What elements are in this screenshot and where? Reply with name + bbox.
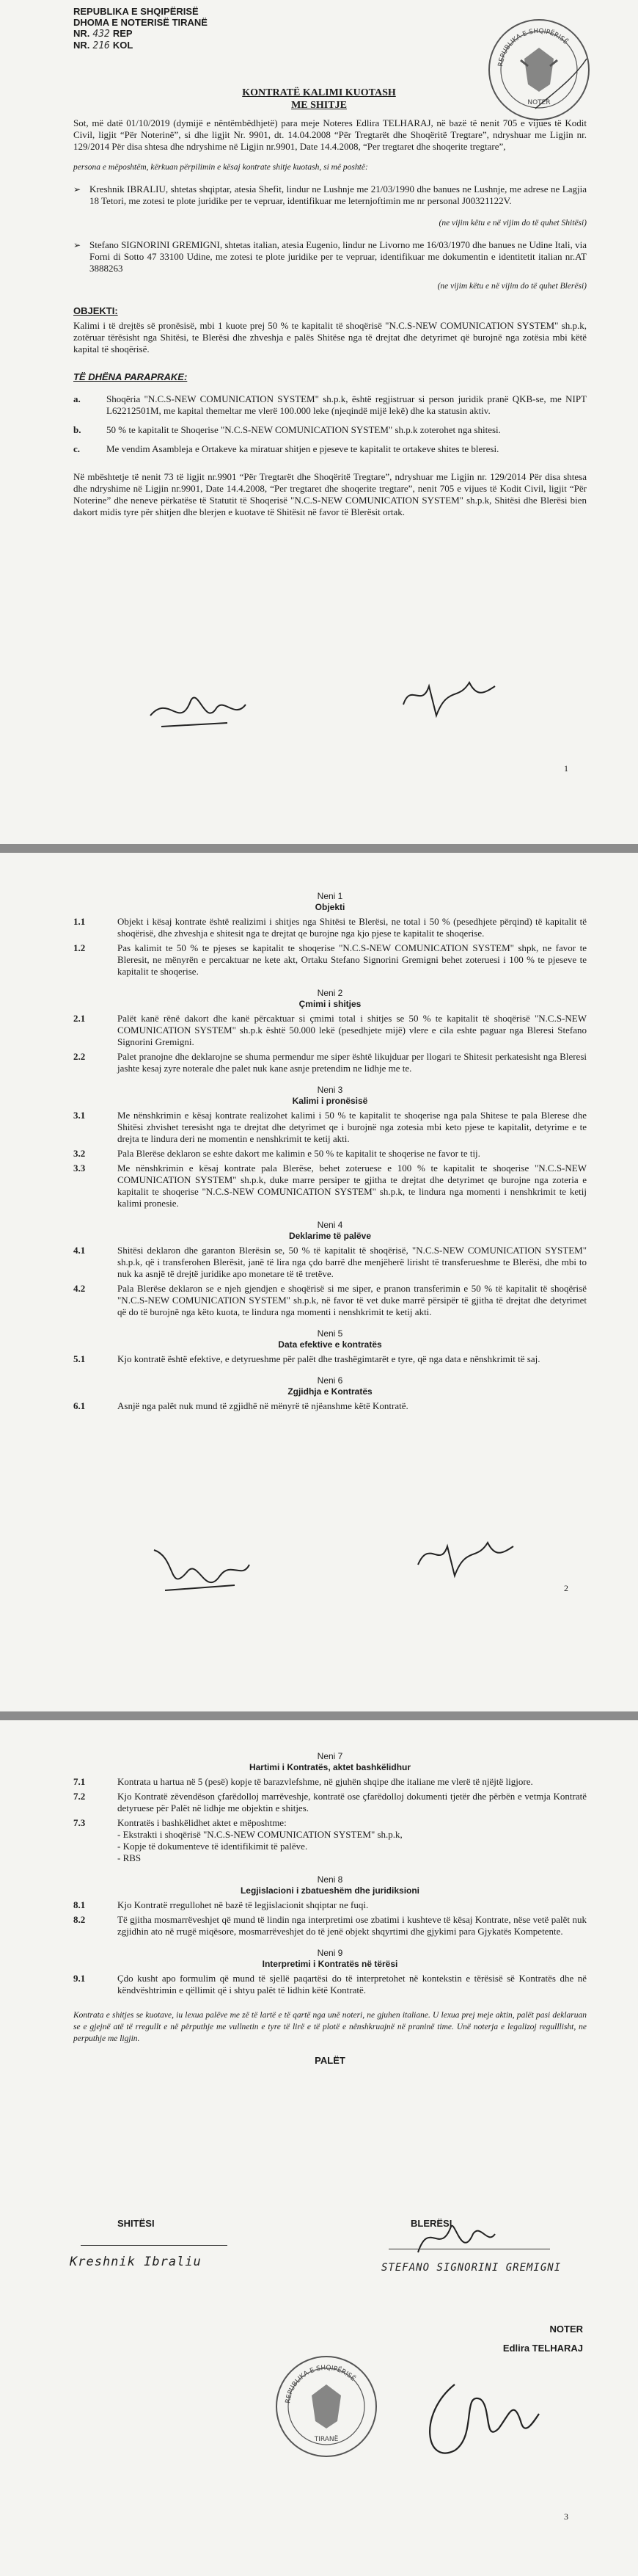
clause [73,1163,587,1209]
article-title: Deklarime të palëve [288,1231,372,1241]
clause-number: 5.1 [73,1353,86,1364]
clause-text: Çdo kusht apo formulim që mund të sjellë paqartësi do të interpretohet në kontekstin e tërësisë së Kontratës dhe në këndvështrimin e qëllimit që i shtyu palët të lidhin këtë Kontratë. [117,1973,587,1995]
article-heading [73,1751,587,1773]
closing-paragraph: Në mbështetje të nenit 73 të ligjit nr.9901 “Për Tregtarët dhe Shoqëritë Tregtare”, ndryshuar me Ligjin nr. 129/2014 Për disa shtesa dhe ndryshime në Ligjin nr.9901, Date 14.4.2008, “Per tregtaret dhe shoqerite tregtare”, nenit 705 e vijues të Kodit Civil, ligjit “Për Noterine” dhe neneve përkatëse të Statutit të Shoqerisë "N.C.S-NEW COMUNICATION SYSTEM" sh.p.k, Shitësi dhe Blerësi bien dakort midis tyre për shitjen dhe blerjen e kuotave të Shitësit në favor të Blerësit ortak. [73,471,587,517]
clause-text: Objekt i kësaj kontrate është realizimi i shitjes nga Shitësi te Blerësi, ne total i 50 % (pesedhjete përqind) të kapitalit të shoqërisë, dhe zhveshja e shitesit nga te drejtat qe burojne nga kjo pjese te kapitalit te shoqerise. [117,916,587,939]
clause [73,1914,587,1938]
clause-number: 8.2 [73,1914,86,1925]
article-heading [73,988,587,1010]
list-item: c. Me vendim Asambleja e Ortakeve ka miratuar shitjen e pjeseve te kapitalit te ortakeve shites te bleresi. [73,443,499,454]
clause [73,942,587,978]
article-title: Legjislacioni i zbatueshëm dhe juridiksioni [240,1885,420,1896]
article-title: Interpretimi i Kontratës në tërësi [262,1959,398,1969]
article-number: Neni 8 [317,1874,343,1885]
clause-number: 1.2 [73,942,86,953]
header-kol-label: KOL [112,40,133,51]
clause-number: 6.1 [73,1400,86,1411]
article-number: Neni 3 [317,1085,343,1095]
header-nr-label: NR. [73,28,90,39]
article-heading [73,891,587,913]
seller-text: Kreshnik IBRALIU, shtetas shqiptar, atesia Shefit, lindur ne Lushnje me 21/03/1990 dhe banues ne Lushnje, me adrese ne Lagjia 18 Tetori, me zotesi te plote juridike per te vepruar, identifikuar me leternjoftimin me nr personal J00321122V. [89,183,587,206]
clause [73,1283,587,1318]
page-number: 1 [564,763,568,774]
article-heading [73,1948,587,1970]
header-nr-value: 432 [92,29,110,40]
clause-number: 9.1 [73,1973,86,1984]
clause-number: 7.1 [73,1776,86,1787]
article-number: Neni 5 [317,1328,343,1339]
notary-signature-icon [411,2370,543,2473]
clause-number: 8.1 [73,1899,86,1910]
notary-stamp-icon [271,2351,381,2462]
seller-handwritten-name: Kreshnik Ibraliu [70,2255,202,2269]
attachment-item: - RBS [117,1852,142,1863]
header-republic: REPUBLIKA E SHQIPËRISË [73,6,199,17]
clause [73,1110,587,1145]
seller-label: SHITËSI [117,2218,155,2229]
contract-title [0,87,638,112]
clause-text: Kjo Kontratë zëvendëson çfarëdolloj marrëveshje, kontratë ose çfarëdolloj dokumenti tjetër dhe përbën e vetmja Kontratë detyruese për Palët në lidhje me objektin e shitjes. [117,1791,587,1813]
article-number: Neni 4 [317,1220,343,1230]
clause-text: Pas kalimit te 50 % te pjeses se kapitalit te shoqerise "N.C.S-NEW COMUNICATION SYSTEM" shpk, ne favor te Bleresit, ne mënyrën e percaktuar ne kete akt, Ortaku Stefano Signorini Gremigni behet zoteruesi i 100 % te pjeseve te kapitalit te shoqerise. [117,942,587,977]
article-number: Neni 6 [317,1375,343,1386]
buyer-handwritten-name: STEFANO SIGNORINI GREMIGNI [381,2262,562,2274]
article-heading [73,1220,587,1242]
header-kol-value: 216 [92,40,110,51]
clause-number: 7.2 [73,1791,86,1802]
clause [73,1776,587,1788]
article-title: Data efektive e kontratës [278,1339,382,1350]
article-number: Neni 9 [317,1948,343,1958]
parties-label: PALËT [315,2055,345,2066]
list-item: a. Shoqëria "N.C.S-NEW COMUNICATION SYSTEM" sh.p.k, është regjistruar si person juridik pranë QKB-se, me NIPT L62212501M, me kapital themeltar me vlerë 100.000 leke (njeqindë mijë lekë) dhe ka statusin aktiv. [73,393,587,416]
clause [73,916,587,939]
article-heading [73,1874,587,1896]
page-3-body [0,1751,638,2067]
clause-text: Kontratës i bashkëlidhet aktet e mëposhtme: [117,1817,287,1828]
article-number: Neni 1 [317,891,343,901]
article-title: Hartimi i Kontratës, aktet bashkëlidhur [249,1762,411,1772]
clause [73,1148,587,1160]
attachment-item: - Ekstrakti i shoqërisë "N.C.S-NEW COMUNICATION SYSTEM" sh.p.k, [117,1829,403,1840]
clause [73,1899,587,1911]
seller-sign-line [81,2245,227,2246]
article-number: Neni 2 [317,988,343,998]
header-chamber: DHOMA E NOTERISË TIRANË [73,17,208,28]
clause-number: 3.1 [73,1110,86,1121]
clause [73,1353,587,1365]
clause-text: Me nënshkrimin e kësaj kontrate pala Blerëse, behet zoteruese e 100 % te kapitalit te shoqerise "N.C.S-NEW COMUNICATION SYSTEM" sh.p.k, duke marre persiper te gjitha te drejtat dhe detyrimet qe burojne nga zoteria e kapitalit te shoqerise "N.C.S-NEW COMUNICATION SYSTEM" sh.p.k, te lindura nga momenti i nenshkrimit te ketij kalimi pronesie. [117,1163,587,1209]
article-heading [73,1328,587,1350]
page-number: 3 [564,2511,568,2522]
clause-number: 4.2 [73,1283,86,1294]
page-2 [0,853,638,1711]
stamp-top-text: REPUBLIKA E SHQIPËRISË [285,2364,357,2404]
page-2-body [0,891,638,1412]
clause [73,1791,587,1814]
clause [73,1051,587,1074]
header-nr-line [73,28,208,40]
clause-text: Shitësi deklaron dhe garanton Blerësin se, 50 % të kapitalit të shoqërisë, "N.C.S-NEW COMUNICATION SYSTEM" sh.p.k, që i transferohen Blerësit, janë të lira nga çdo barrë dhe menjëherë lirisht të transferueshme te Blerësi, dhe mbi to nuk ka asnjë të drejtë juridike apo monetare të të tretëve. [117,1245,587,1279]
article-title: Çmimi i shitjes [298,999,362,1009]
document-header [73,6,208,51]
header-kol-line [73,40,208,51]
title-line-2: ME SHITJE [291,100,347,111]
clause-text: Kjo Kontratë rregullohet në bazë të legjislacionit shqiptar ne fuqi. [117,1899,369,1910]
clause-text: Kjo kontratë është efektive, e detyrueshme për palët dhe trashëgimtarët e tyre, që nga data e nënshkrimit të saj. [117,1353,540,1364]
objekti-text: Kalimi i të drejtës së pronësisë, mbi 1 kuote prej 50 % te kapitalit të shoqërisë "N.C.S-NEW COMUNICATION SYSTEM" sh.p.k, zotëruar tërësisht nga Shitësi, te Blerësi dhe zhveshja e palës Shitëse nga të drejtat dhe detyrimet që burojnë nga zotësia mbi këtë kapital të shoqërisë. [73,320,587,354]
seller-initial-signature-icon [147,686,249,738]
article-title: Kalimi i pronësisë [292,1096,368,1106]
clause-text: Pala Blerëse deklaron se eshte dakort me kalimin e 50 % te kapitalit te shoqerise ne favor te tij. [117,1148,480,1159]
list-item: b. 50 % te kapitalit te Shoqerise "N.C.S-NEW COMUNICATION SYSTEM" sh.p.k zoterohet nga shitesi. [73,424,501,435]
clause [73,1973,587,1996]
stamp-city-text: TIRANË [314,2436,339,2443]
buyer-label: BLERËSI [411,2218,452,2229]
final-note: Kontrata e shitjes se kuotave, iu lexua palëve me zë të lartë e të qartë nga unë noteri, ne gjuhen italiane. U lexua prej meje aktin, palët pasi deklaruan se e gjejnë atë të rregullt e në përputhje me vullnetin e tyre të lirë e të plotë e nënshkruajnë në praninë time. Unë noterja e legalizoj regulllisht, ne perputhje me ligjin. [73,2011,587,2043]
article-title: Zgjidhja e Kontratës [287,1386,373,1397]
stamp-top-text: REPUBLIKA E SHQIPËRISË [497,27,570,68]
clause-number: 2.1 [73,1013,86,1024]
clause [73,1817,587,1829]
title-line-1: KONTRATË KALIMI KUOTASH [242,87,396,98]
clause-number: 2.2 [73,1051,86,1062]
attachment-item: - Kopje të dokumenteve të identifikimit të palëve. [117,1841,308,1852]
article-heading [73,1085,587,1107]
clause-text: Me nënshkrimin e kësaj kontrate realizohet kalimi i 50 % te kapitalit te shoqerise nga pala Shitese te pala Bleresе dhe Shitësi zhvishet teresisht nga te drejtat dhe detyrimet qe i burojnë nga zotesia mbi keto pjese te kapitalit, detyrime e te drejta te lindura deri ne momentin e nenshkrimit te ketij akti. [117,1110,587,1144]
clause-text: Kontrata u hartua në 5 (pesë) kopje të barazvlefshme, në gjuhën shqipe dhe italiane me vlerë të njëjtë ligjore. [117,1776,533,1787]
buyer-identity [73,239,587,274]
clause-text: Të gjitha mosmarrëveshjet që mund të lindin nga interpretimi ose zbatimi i kushteve të kësaj Kontrate, nëse vetë palët nuk zgjidhin ato në rrugë miqësore, mosmarrëveshjet do të jenë objekt shqyrtimi dhe gjykimi para Gjykatës Kompetente. [117,1914,587,1937]
preliminary-list [73,393,587,455]
buyer-initial-signature-icon [411,1528,521,1587]
buyer-text: Stefano SIGNORINI GREMIGNI, shtetas italian, atesia Eugenio, lindur ne Livorno me 16/03/1970 dhe banues ne Udine Itali, via Forni di Sotto 47 33100 Udine, me zotesi te plote juridike per te vepruar, identifikuar me dokumentin e identitetit italian nr.AT 3888263 [89,239,587,274]
clause-text: Pala Blerëse deklaron se e njeh gjendjen e shoqërisë si me siper, e pranon transferimin e 50 % të kapitalit të shoqërisë "N.C.S-NEW COMUNICATION SYSTEM" sh.p.k, në favor të vet duke marrë përsipër të gjitha të drejtat dhe detyrimet që do të burojnë nga këto kuota, te lindura nga momenti i nenshkrimit te ketij akti. [117,1283,587,1317]
clause-text: Palët kanë rënë dakort dhe kanë përcaktuar si çmimi total i shitjes se 50 % te kapitalit të shoqërisë "N.C.S-NEW COMUNICATION SYSTEM" sh.p.k është 50.000 lekë (pesedhjete mijë) vlere e cila eshte paguar nga Bleresi Stefano Signorini Gremigni. [117,1013,587,1047]
seller-initial-signature-icon [147,1535,257,1609]
page-number: 2 [564,1583,568,1593]
clause-number: 3.3 [73,1163,86,1174]
arrow-bullet-icon: ➢ [73,184,81,194]
noter-name: Edlira TELHARAJ [502,2343,583,2354]
present-note: persona e mëposhtëm, kërkuan përpilimin e kësaj kontrate shitje kuotash, si më poshtë: [73,163,368,172]
clause-number: 4.1 [73,1245,86,1256]
article-title: Objekti [315,902,345,912]
intro-paragraph: Sot, më datë 01/10/2019 (dymijë e nëntëmbëdhjetë) para meje Noteres Edlira TELHARAJ, në bazë të nenit 705 e vijues të Kodit Civil, ligjit “Për Noterinë”, si dhe ligjit Nr. 9901, dt. 14.04.2008 “Për Tregtarët dhe Shoqëritë Tregtare”, ndryshuar me Ligjin nr. 129/2014 Për disa shtesa dhe ndryshime në Ligjin nr.9901, Date 14.4.2008, “Per tregtaret dhe shoqerite tregtare”, [73,117,587,152]
stamp-noter-text: NOTER [527,99,551,106]
buyer-initial-signature-icon [396,672,499,723]
clause [73,1245,587,1280]
article-heading [73,1375,587,1397]
seller-identity [73,183,587,207]
header-rep-label: REP [112,28,133,39]
header-nr-label-2: NR. [73,40,90,51]
clause [73,1013,587,1048]
arrow-bullet-icon: ➢ [73,240,81,250]
objekti-heading: OBJEKTI: [73,305,118,316]
page-1 [0,0,638,844]
clause-number: 3.2 [73,1148,86,1159]
clause-text: Palet pranojne dhe deklarojne se shuma permendur me siper është likujduar per llogari te Shitesit perkatesisht nga Bleresi jashte kesaj zyre noterale dhe palet nuk kane asnje pretendim ne lidhje me te. [117,1051,587,1074]
clause-number: 7.3 [73,1817,86,1828]
clause [73,1400,587,1412]
article-number: Neni 7 [317,1751,343,1761]
page-1-body [0,117,638,518]
preliminary-heading: TË DHËNA PARAPRAKE: [73,371,188,382]
noter-label: NOTER [549,2324,583,2335]
buyer-note: (ne vijim këtu e në vijim do të quhet Blerësi) [437,282,587,291]
clause-text: Asnjë nga palët nuk mund të zgjidhë në mënyrë të njëanshme këtë Kontratë. [117,1400,408,1411]
clause-number: 1.1 [73,916,86,927]
page-3 [0,1720,638,2576]
seller-note: (ne vijim këtu e në vijim do të quhet Shitësi) [439,219,587,228]
